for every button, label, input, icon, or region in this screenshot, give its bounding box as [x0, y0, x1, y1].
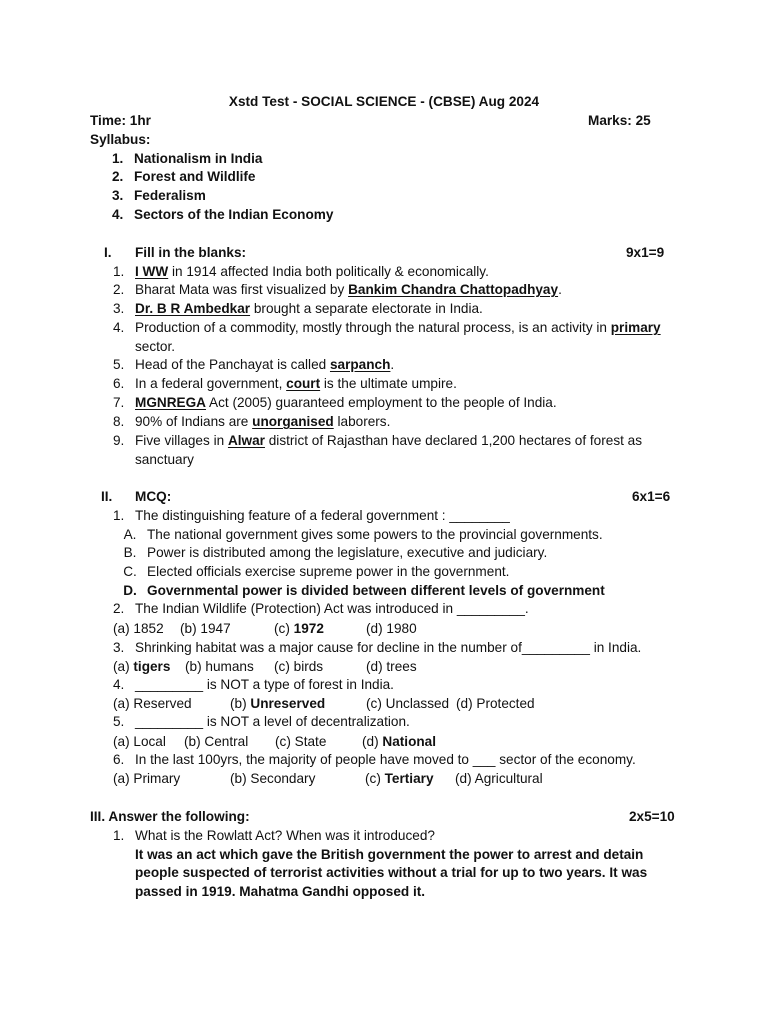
mcq-options-row — [113, 770, 543, 788]
blank-item: 6. In a federal government, court is the ultimate umpire. — [113, 376, 457, 391]
mcq-question: 4. _________ is NOT a type of forest in India. — [113, 677, 394, 692]
mcq-option: (d) Agricultural — [455, 771, 543, 786]
section-1-number: I. — [104, 245, 112, 260]
mcq-question: 5. _________ is NOT a level of decentralization. — [113, 714, 410, 729]
section-2-number: II. — [101, 489, 113, 504]
mcq-option: (c) Unclassed — [366, 696, 450, 711]
mcq-question: 3. Shrinking habitat was a major cause for decline in the number of_________ in India. — [113, 640, 642, 655]
mcq-option: (d) Protected — [456, 696, 535, 711]
mcq-option: B. Power is distributed among the legislature, executive and judiciary. — [123, 545, 548, 560]
blank-answer: court — [286, 376, 321, 391]
section-2-title: MCQ: — [135, 489, 172, 504]
mcq-options-row — [113, 733, 436, 751]
time-label: Time: 1hr — [90, 113, 151, 128]
answer-line: people suspected of terrorist activities without a trial for up to two years. It was — [135, 865, 648, 880]
mcq-option: (a) Local — [113, 734, 166, 749]
mcq-option: (d) trees — [366, 659, 417, 674]
syllabus-item: 2. Forest and Wildlife — [112, 169, 256, 184]
mcq-options-row — [113, 620, 417, 638]
marks-label: Marks: 25 — [588, 113, 651, 128]
mcq-option: (a) Primary — [113, 771, 181, 786]
mcq-options-row — [113, 695, 535, 713]
blank-item: 3. Dr. B R Ambedkar brought a separate electorate in India. — [113, 301, 483, 316]
blank-item: 8. 90% of Indians are unorganised laborers. — [113, 414, 391, 429]
blank-item: 2. Bharat Mata was first visualized by Bankim Chandra Chattopadhyay. — [113, 282, 562, 297]
blank-item-continuation: sanctuary — [135, 452, 194, 467]
blank-answer: Bankim Chandra Chattopadhyay — [348, 282, 559, 297]
mcq-option-correct: (c) Tertiary — [365, 771, 434, 786]
section-1-title: Fill in the blanks: — [135, 245, 247, 260]
mcq-option: (d) 1980 — [366, 621, 417, 636]
blank-item: 1. I WW in 1914 affected India both politically & economically. — [113, 264, 489, 279]
mcq-question: 2. The Indian Wildlife (Protection) Act was introduced in _________. — [113, 601, 529, 616]
blank-answer: primary — [610, 320, 661, 335]
blank-answer: Dr. B R Ambedkar — [135, 301, 251, 316]
mcq-option: (a) 1852 — [113, 621, 164, 636]
mcq-option: (b) Central — [184, 734, 249, 749]
mcq-option: (c) State — [275, 734, 327, 749]
blank-item: 7. MGNREGA Act (2005) guaranteed employment to the people of India. — [113, 395, 557, 410]
syllabus-item: 4. Sectors of the Indian Economy — [112, 207, 334, 222]
syllabus-label: Syllabus: — [90, 132, 151, 147]
mcq-option: (c) birds — [274, 659, 324, 674]
mcq-option-correct: (a) tigers — [113, 659, 171, 674]
answer-line: It was an act which gave the British government the power to arrest and detain — [135, 847, 644, 862]
mcq-question: 1. The distinguishing feature of a federal government : ________ — [113, 508, 510, 523]
mcq-option-correct: (c) 1972 — [274, 621, 324, 636]
mcq-options-row — [113, 658, 417, 676]
mcq-option-correct: D. Governmental power is divided between different levels of government — [123, 583, 605, 598]
blank-item-continuation: sector. — [135, 339, 176, 354]
blank-answer: sarpanch — [329, 357, 391, 372]
blank-answer: unorganised — [252, 414, 334, 429]
blank-answer: MGNREGA — [135, 395, 206, 410]
mcq-option: A. The national government gives some powers to the provincial governments. — [123, 527, 603, 542]
syllabus-item: 1. Nationalism in India — [112, 151, 263, 166]
mcq-option-correct: (b) Unreserved — [230, 696, 326, 711]
blank-answer: Alwar — [227, 433, 265, 448]
blank-item: 4. Production of a commodity, mostly through the natural process, is an activity in primary — [113, 320, 661, 335]
mcq-option-correct: (d) National — [362, 734, 437, 749]
section-3-marks: 2x5=10 — [629, 809, 675, 824]
blank-item: 5. Head of the Panchayat is called sarpanch. — [113, 357, 395, 372]
mcq-option: (a) Reserved — [113, 696, 192, 711]
mcq-question: 6. In the last 100yrs, the majority of people have moved to ___ sector of the economy. — [113, 752, 636, 767]
mcq-option: (b) 1947 — [180, 621, 231, 636]
blank-answer: I WW — [135, 264, 169, 279]
test-title: Xstd Test - SOCIAL SCIENCE - (CBSE) Aug 2024 — [228, 94, 540, 109]
answer-line: passed in 1919. Mahatma Gandhi opposed it. — [135, 884, 426, 899]
section-1-marks: 9x1=9 — [626, 245, 665, 260]
long-question: 1. What is the Rowlatt Act? When was it introduced? — [113, 828, 435, 843]
mcq-option: (b) humans — [185, 659, 254, 674]
syllabus-item: 3. Federalism — [112, 188, 206, 203]
mcq-option: C. Elected officials exercise supreme power in the government. — [123, 564, 510, 579]
section-3-title: III. Answer the following: — [90, 809, 250, 824]
mcq-option: (b) Secondary — [230, 771, 316, 786]
blank-item: 9. Five villages in Alwar district of Rajasthan have declared 1,200 hectares of forest as — [113, 433, 643, 448]
section-2-marks: 6x1=6 — [632, 489, 671, 504]
